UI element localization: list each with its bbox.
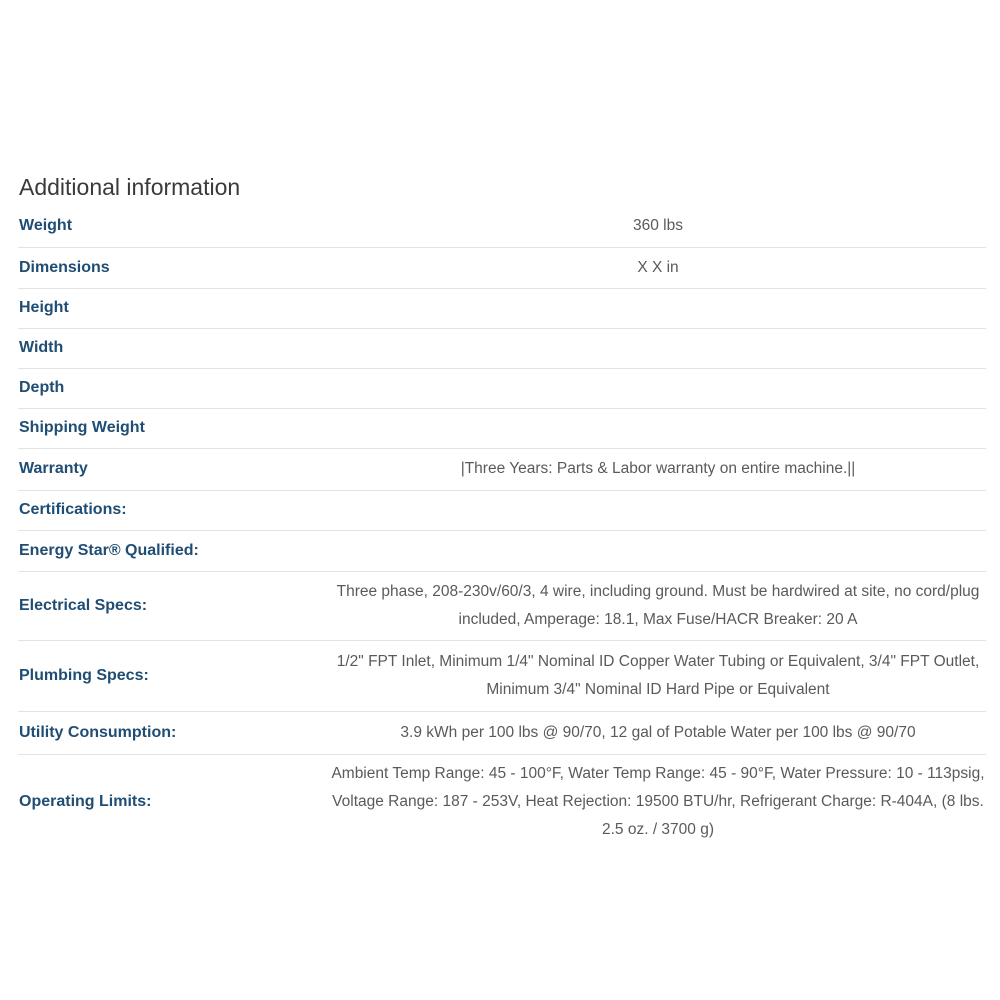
spec-value: 360 lbs <box>633 217 683 235</box>
spec-label: Weight <box>19 217 73 235</box>
spec-value <box>330 328 986 368</box>
spec-value: |Three Years: Parts & Labor warranty on entire machine.|| <box>460 460 856 477</box>
spec-row-depth <box>18 368 986 408</box>
spec-label: Energy Star® Qualified: <box>19 541 199 559</box>
spec-value <box>330 368 986 408</box>
spec-row-plumbing <box>18 640 986 711</box>
specs-table <box>18 206 986 850</box>
spec-value: X X in <box>637 258 679 276</box>
spec-label: Plumbing Specs: <box>19 666 149 684</box>
spec-value <box>330 288 986 328</box>
spec-row-weight <box>18 206 986 247</box>
spec-label: Utility Consumption: <box>19 723 177 741</box>
spec-row-operating-limits <box>18 754 986 850</box>
spec-label: Width <box>19 339 64 356</box>
spec-row-certifications <box>18 490 986 530</box>
spec-value: Three phase, 208-230v/60/3, 4 wire, including ground. Must be hardwired at site, no cord/plug included, Amperage: 18.1, Max Fuse/HACR Breaker: 20 A <box>336 582 980 628</box>
spec-label: Dimensions <box>19 258 110 276</box>
spec-row-electrical <box>18 571 986 640</box>
spec-label: Certifications: <box>19 501 127 518</box>
section-title: Additional information <box>19 174 241 200</box>
spec-row-dimensions <box>18 247 986 288</box>
spec-label: Operating Limits: <box>19 793 152 811</box>
spec-label: Electrical Specs: <box>19 596 148 614</box>
spec-label: Shipping Weight <box>19 419 145 436</box>
spec-row-energy-star <box>18 530 986 571</box>
spec-value: 1/2" FPT Inlet, Minimum 1/4" Nominal ID Copper Water Tubing or Equivalent, 3/4" FPT Outlet, Minimum 3/4" Nominal ID Hard Pipe or Equivalent <box>336 652 980 698</box>
additional-information-section <box>18 170 986 850</box>
spec-value <box>330 490 986 530</box>
spec-row-shipping-weight <box>18 408 986 448</box>
spec-row-width <box>18 328 986 368</box>
spec-value: 3.9 kWh per 100 lbs @ 90/70, 12 gal of Potable Water per 100 lbs @ 90/70 <box>400 723 916 741</box>
spec-value <box>330 408 986 448</box>
spec-row-warranty <box>18 448 986 490</box>
spec-label: Height <box>19 299 69 316</box>
spec-value: Ambient Temp Range: 45 - 100°F, Water Temp Range: 45 - 90°F, Water Pressure: 10 - 113psig, Voltage Range: 187 - 253V, Heat Rejection: 19500 BTU/hr, Refrigerant Charge: R-404A, (8 lbs. 2.5 oz. / 3700 g) <box>331 765 985 839</box>
spec-label: Warranty <box>19 460 88 477</box>
spec-label: Depth <box>19 379 65 396</box>
spec-row-utility <box>18 711 986 754</box>
spec-value <box>330 530 986 571</box>
spec-row-height <box>18 288 986 328</box>
